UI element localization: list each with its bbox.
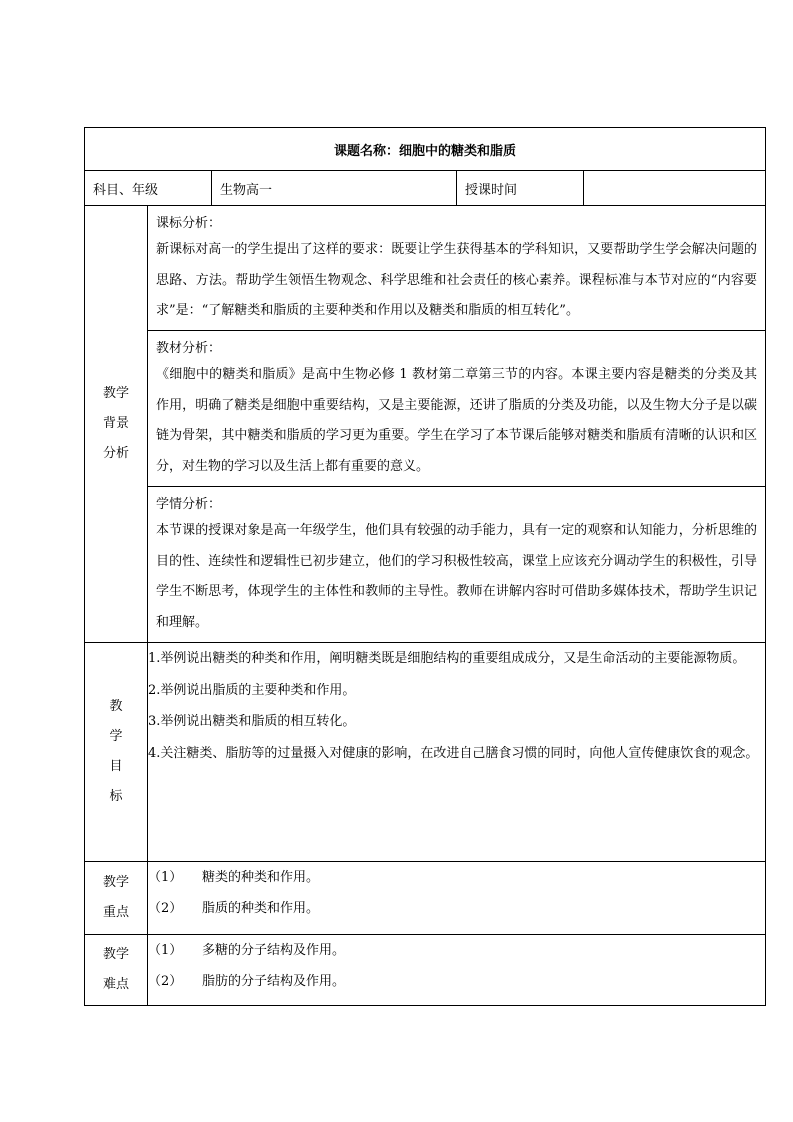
textbook-analysis-cell [148, 331, 766, 487]
teaching-time-label: 授课时间 [457, 171, 584, 206]
background-label-line: 分析 [102, 446, 129, 461]
subject-grade-value: 生物高一 [212, 171, 457, 206]
difficulties-label [85, 935, 148, 1006]
difficulty-item [148, 935, 765, 966]
difficulties-label-line: 难点 [102, 977, 129, 992]
textbook-analysis-text: 《细胞中的糖类和脂质》是高中生物必修 1 教材第二章第三节的内容。本课主要内容是糖类的分类及其作用，明确了糖类是细胞中重要结构，又是主要能源，还讲了脂质的分类及功能，以及生物大分子是以碳链为骨架，其中糖类和脂质的学习更为重要。学生在学习了本节课后能够对糖类和脂质有清晰的认识和区分，对生物的学习以及生活上都有重要的意义。 [156, 367, 758, 474]
difficulties-cell [148, 935, 766, 1006]
difficulty-item [148, 966, 765, 997]
goal-item: 3.举例说出糖类和脂质的相互转化。 [148, 714, 356, 729]
lesson-title: 课题名称：细胞中的糖类和脂质 [85, 128, 766, 171]
lesson-plan-table [84, 127, 766, 1006]
difficulties-label-line: 教学 [102, 947, 129, 962]
teaching-time-value [584, 171, 766, 206]
key-point-number: （2） [148, 901, 183, 916]
goals-label [85, 643, 148, 862]
student-analysis-heading: 学情分析： [156, 497, 222, 512]
goals-label-line: 教 [109, 699, 123, 714]
key-point-text: 糖类的种类和作用。 [202, 870, 320, 885]
background-label [85, 206, 148, 643]
difficulties-row [85, 935, 766, 1006]
key-points-cell [148, 862, 766, 935]
background-label-line: 背景 [102, 416, 129, 431]
goals-label-line: 学 [109, 729, 123, 744]
difficulty-number: （1） [148, 943, 183, 958]
difficulty-text: 脂肪的分子结构及作用。 [202, 974, 346, 989]
key-point-text: 脂质的种类和作用。 [202, 901, 320, 916]
key-point-number: （1） [148, 870, 183, 885]
background-row-textbook [85, 331, 766, 487]
goals-row [85, 643, 766, 862]
goal-item: 2.举例说出脂质的主要种类和作用。 [148, 682, 356, 698]
difficulty-text: 多糖的分子结构及作用。 [202, 943, 346, 958]
goal-item: 4.关注糖类、脂肪等的过量摄入对健康的影响，在改进自己膳食习惯的同时，向他人宣传健康饮食的观念。 [148, 745, 759, 761]
curriculum-analysis-heading: 课标分析： [156, 216, 222, 231]
student-analysis-cell [148, 487, 766, 643]
key-points-label-line: 重点 [102, 905, 129, 920]
background-label-line: 教学 [102, 386, 129, 401]
meta-row [85, 171, 766, 206]
title-row [85, 128, 766, 171]
key-points-label-line: 教学 [102, 875, 129, 890]
key-points-row [85, 862, 766, 935]
key-point-item [148, 893, 765, 924]
curriculum-analysis-cell [148, 206, 766, 331]
background-row-curriculum [85, 206, 766, 331]
goals-label-line: 标 [109, 789, 123, 804]
background-row-students [85, 487, 766, 643]
goal-item: 1.举例说出糖类的种类和作用，阐明糖类既是细胞结构的重要组成成分，又是生命活动的主要能源物质。 [148, 651, 746, 666]
difficulty-number: （2） [148, 974, 183, 989]
key-point-item [148, 862, 765, 893]
curriculum-analysis-text: 新课标对高一的学生提出了这样的要求：既要让学生获得基本的学科知识，又要帮助学生学会解决问题的思路、方法。帮助学生领悟生物观念、科学思维和社会责任的核心素养。课程标准与本节对应的“内容要求”是：“了解糖类和脂质的主要种类和作用以及糖类和脂质的相互转化”。 [156, 242, 758, 318]
goals-label-line: 目 [109, 759, 123, 774]
goals-cell [148, 643, 766, 862]
student-analysis-text: 本节课的授课对象是高一年级学生，他们具有较强的动手能力，具有一定的观察和认知能力，分析思维的目的性、连续性和逻辑性已初步建立，他们的学习积极性较高，课堂上应该充分调动学生的积极性，引导学生不断思考，体现学生的主体性和教师的主导性。教师在讲解内容时可借助多媒体技术，帮助学生识记和理解。 [156, 523, 758, 630]
textbook-analysis-heading: 教材分析： [156, 341, 222, 356]
subject-grade-label: 科目、年级 [85, 171, 212, 206]
key-points-label [85, 862, 148, 935]
